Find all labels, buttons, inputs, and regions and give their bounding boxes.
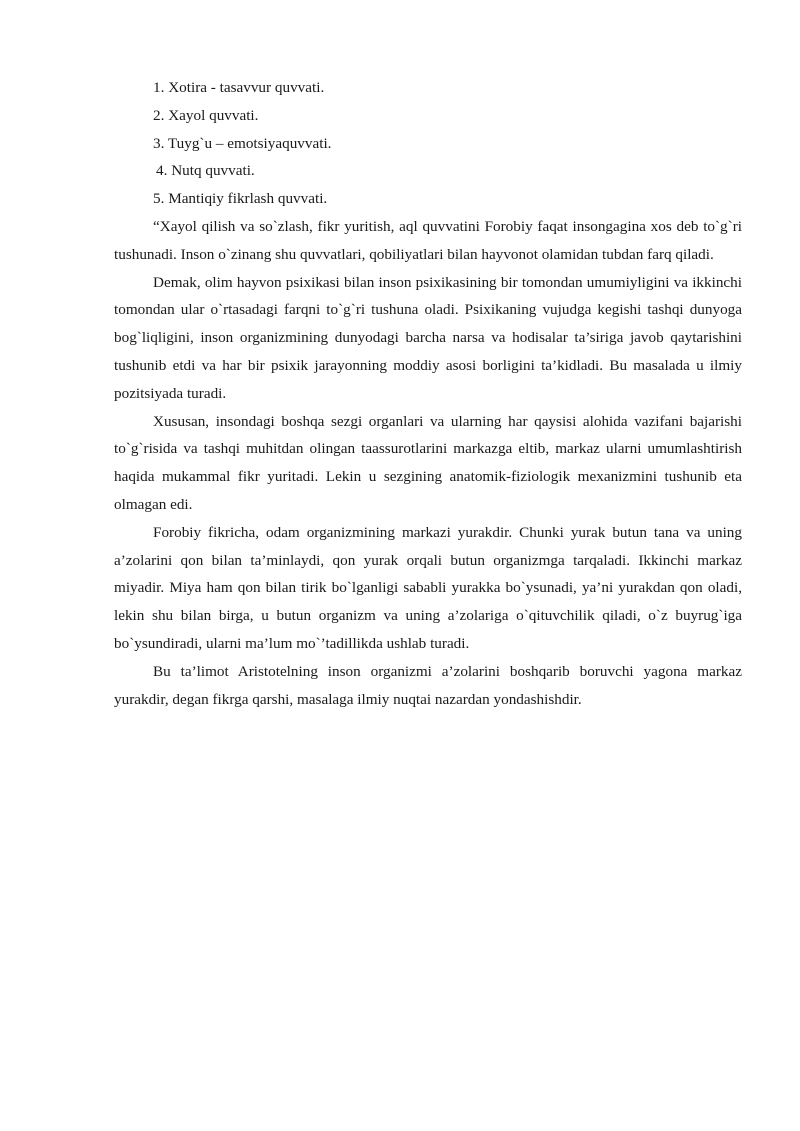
paragraph-5: Bu ta’limot Aristotelning inson organizmi a’zolarini boshqarib boruvchi yagona markaz yurakdir, degan fikrga qarshi, masalaga ilmiy nuqtai nazardan yondashishdir. — [114, 662, 742, 708]
list-item-5: 5. Mantiqiy fikrlash quvvati. — [153, 190, 328, 208]
paragraph-4: Forobiy fikricha, odam organizmining markazi yurakdir. Chunki yurak butun tana va uning a’zolarini qon bilan ta’minlaydi, qon yurak orqali butun organizmga tarqaladi. Ikkinchi markaz miyadir. Miya ham qon bilan tirik bo`lganligi sababli yurakka bo`ysunadi, ya’ni yurakdan qon oladi, lekin shu bilan birga, u butun organizm va uning a’zolariga o`qituvchilik qiladi, o`z buyrug`iga bo`ysundiradi, ularni ma’lum mo`’tadillikda ushlab turadi. — [114, 523, 742, 652]
paragraph-3: Xususan, insondagi boshqa sezgi organlari va ularning har qaysisi alohida vazifani bajarishi to`g`risida va tashqi muhitdan olingan taassurotlarini markazga eltib, markaz ularni umumlashtirish haqida mukammal fikr yuritadi. Lekin u sezgining anatomik-fiziologik mexanizmini tushunib eta olmagan edi. — [114, 412, 742, 513]
paragraph-2: Demak, olim hayvon psixikasi bilan inson psixikasining bir tomondan umumiyligini va ikkinchi tomondan ular o`rtasadagi farqni to`g`ri tushuna oladi. Psixikaning vujudga kegishi tashqi dunyoga bog`liqligini, inson organizmining dunyodagi barcha narsa va hodisalar ta’siriga javob qaytarishini tushunib etdi va har bir psixik jarayonning moddiy asosi borligini ta’kidladi. Bu masalada u ilmiy pozitsiyada turadi. — [114, 273, 742, 402]
document-body — [114, 74, 742, 713]
list-item-2: 2. Xayol quvvati. — [153, 106, 259, 124]
list-item-3: 3. Tuyg`u – emotsiyaquvvati. — [153, 134, 332, 152]
list-item-4: 4. Nutq quvvati. — [156, 162, 255, 180]
paragraph-1: “Xayol qilish va so`zlash, fikr yuritish, aql quvvatini Forobiy faqat insongagina xos deb to`g`ri tushunadi. Inson o`zinang shu quvvatlari, qobiliyatlari bilan hayvonot olamidan tubdan farq qiladi. — [114, 217, 742, 263]
list-item-1: 1. Xotira - tasavvur quvvati. — [153, 79, 325, 96]
